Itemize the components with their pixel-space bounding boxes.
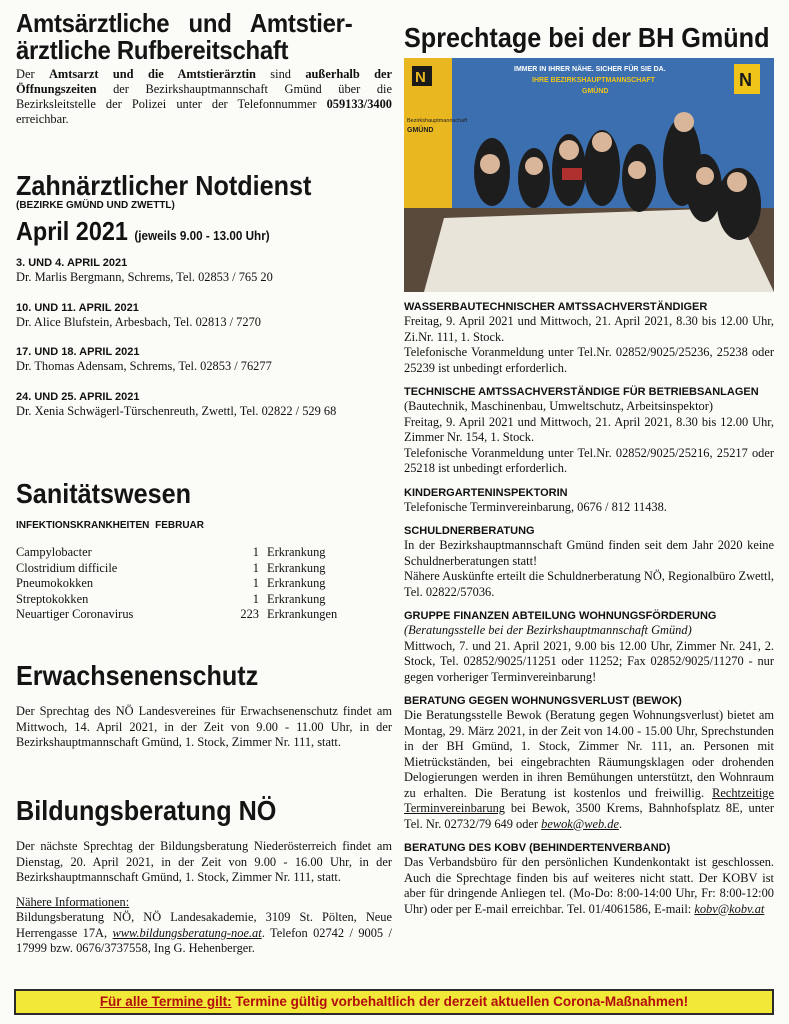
dienst-entry [16,301,392,331]
infektion-row [16,607,337,623]
infektion-unit: Erkrankung [267,560,326,575]
bildungsberatung-title: Bildungsberatung NÖ [16,795,277,826]
kobv-label: BERATUNG DES KOBV (BEHINDERTENVERBAND) [404,842,671,854]
footer-notice-text: Termine gültig vorbehaltlich der derzeit aktuellen Corona-Maßnahmen! [231,994,689,1009]
dienst-doctor: Dr. Thomas Adensam, Schrems, Tel. 02853 / 76277 [16,359,272,373]
svg-text:N: N [415,69,426,86]
infektion-count: 223 [240,607,259,621]
dienst-date: 17. UND 18. APRIL 2021 [16,346,140,358]
bewok-section [404,694,774,832]
infektion-table [16,545,337,623]
bildungsberatung-text: Der nächste Sprechtag der Bildungsberatung Niederösterreich findet am Dienstag, 20. April 2021, in der Zeit von 9.00 - 16.00 Uhr, in der Bezirkshauptmannschaft Gmünd, 1. Stock, Zimmer Nr. 111, statt. [16,839,392,884]
dienst-date: 24. UND 25. APRIL 2021 [16,390,140,403]
dienst-doctor: Dr. Marlis Bergmann, Schrems, Tel. 02853 / 765 20 [16,270,273,284]
zahnarzt-month-heading: April 2021 (jeweils 9.00 - 13.00 Uhr) [16,216,270,246]
kobv-email-link[interactable]: kobv@kobv.at [694,901,765,916]
infektion-count: 1 [252,591,259,606]
infektion-row [16,576,337,592]
sprechtag-entry [404,385,774,477]
dienst-entry [16,345,392,375]
wohnungsfoerderung-text: Mittwoch, 7. und 21. April 2021, 9.00 bis 12.00 Uhr, Zimmer Nr. 241, 2. Stock, Tel. 02852/9025/11251 oder 11252; Fax 02852/9025/11270 - nur gegen vorheriger Terminvereinbarung! [404,638,774,684]
rufbereitschaft-title-line2: ärztliche Rufbereitschaft [16,35,289,65]
more-info-label: Nähere Informationen: [16,894,130,909]
infektion-unit: Erkrankungen [267,607,338,621]
sprechtage-title: Sprechtage bei der BH Gmünd [404,22,770,53]
infektion-count: 1 [252,576,259,590]
infektion-row [16,561,337,577]
sprechtag-text: In der Bezirkshauptmannschaft Gmünd finden seit dem Jahr 2020 keine Schuldnerberatungen statt! Nähere Auskünfte erteilt die Schuldnerberatung NÖ, Regionalbüro Zwettl, Tel. 02822/57036. [404,538,774,599]
kobv-text: Das Verbandsbüro für den persönlichen Kundenkontakt ist geschlossen. Auch die Sprechtage finden bis auf weiteres nicht statt. Der KOBV ist aber für dringende Anliegen tel. (Mo-Do: 8:00-14:00 Uhr, Fr: 8:00-12:00 Uhr) oder per E-mail erreichbar. Tel. 01/4061586, E-mail: kobv@kobv.at [404,855,774,916]
svg-text:IMMER IN IHRER NÄHE. SICHER FÜ: IMMER IN IHRER NÄHE. SICHER FÜR SIE DA. [514,66,666,73]
sprechtag-text: (Bautechnik, Maschinenbau, Umweltschutz, Arbeitsinspektor) Freitag, 9. April 2021 und Mittwoch, 21. April 2021, 8.30 bis 12.00 Uhr, Zimmer Nr. 154, 1. Stock. Telefonische Voranmeldung unter Tel.Nr. 02852/9025/25216, 25217 oder 25218 ist unbedingt erforderlich. [404,399,774,475]
footer-notice-prefix: Für alle Termine gilt: [99,994,232,1009]
sprechtag-label: KINDERGARTENINSPEKTORIN [404,486,568,499]
sprechtage-list [404,300,774,917]
wohnungsfoerderung-label: GRUPPE FINANZEN ABTEILUNG WOHNUNGSFÖRDERUNG [404,610,717,622]
infektion-count: 1 [252,560,259,575]
dienst-date: 10. UND 11. APRIL 2021 [16,301,139,314]
sprechtag-text: Freitag, 9. April 2021 und Mittwoch, 21. April 2021, 8.30 bis 12.00 Uhr, Zi.Nr. 111, 1. Stock. Telefonische Voranmeldung unter Tel.Nr. 02852/9025/25236, 25238 oder 25239 ist unbedingt erforderlich. [404,314,774,375]
zahnarzt-title: Zahnärztlicher Notdienst [16,170,312,201]
sanitaet-subtitle: INFEKTIONSKRANKHEITEN FEBRUAR [16,520,204,531]
zahnarzt-list [16,256,392,419]
infektion-name: Clostridium difficile [16,560,118,575]
infektion-name: Pneumokokken [16,576,94,590]
infektion-row [16,545,337,561]
zahnarzt-section [16,172,392,419]
dienst-entry [16,256,392,286]
bewok-email-link[interactable]: bewok@web.de [541,816,619,831]
rufbereitschaft-text: Der Amtsarzt und die Amtstierärztin sind außerhalb der Öffnungszeiten der Bezirkshauptmannschaft Gmünd über die Bezirksleitstelle der Polizei unter der Telefonnummer 059133/3400 erreichbar. [16,67,393,126]
group-photo [404,58,774,292]
kobv-section [404,841,774,917]
erwachsenenschutz-text: Der Sprechtag des NÖ Landesvereines für Erwachsenenschutz findet am Mittwoch, 14. April 2021, in der Zeit von 9.00 - 11.00 Uhr, in der Bezirkshauptmannschaft Gmünd, 1. Stock, Zimmer Nr. 111, statt. [16,704,392,749]
infektion-name: Neuartiger Coronavirus [16,607,134,621]
sprechtag-entry [404,300,774,376]
erwachsenenschutz-section [16,662,392,751]
infektion-name: Streptokokken [16,591,89,606]
infektion-count: 1 [252,545,259,559]
bewok-label: BERATUNG GEGEN WOHNUNGSVERLUST (BEWOK) [404,695,682,707]
wohnungsfoerderung-subtitle: (Beratungsstelle bei der Bezirkshauptmannschaft Gmünd) [404,623,692,637]
sprechtag-text: Telefonische Terminvereinbarung, 0676 / 812 11438. [404,499,667,514]
sanitaet-section [16,480,392,623]
sprechtag-label: SCHULDNERBERATUNG [404,525,535,537]
bewok-text: Die Beratungsstelle Bewok (Beratung gegen Wohnungsverlust) bietet am Montag, 29. März 2021, in der Zeit von 14.00 - 15.00 Uhr, Sprechstunden in der BH Gmünd, 1. Stock, Zimmer Nr. 111, an. Personen mit Mietrückständen, bei eingebrachten Räumungsklagen oder drohenden Delogierungen werden in ihren Bemühungen unterstützt, den Wohnraum zu erhalten. Die Beratung ist kostenlos und freiwillig. Rechtzeitige Terminvereinbarung bei Bewok, 3500 Krems, Bahnhofsplatz 8E, unter Tel. Nr. 02732/79 649 oder bewok@web.de. [404,708,774,831]
bildungsberatung-section [16,797,392,957]
footer-notice [14,989,774,1015]
dienst-date: 3. UND 4. APRIL 2021 [16,257,128,269]
sprechtag-entry [404,524,774,600]
bildungsberatung-contact: Nähere Informationen: Bildungsberatung NÖ, NÖ Landesakademie, 3109 St. Pölten, Neue Herrengasse 17A, www.bildungsberatung-noe.at. Telefon 02742 / 9005 / 17999 bzw. 0676/3737558, Ing G. Hehenberger. [16,894,392,955]
svg-text:GMÜND: GMÜND [407,127,434,134]
sanitaet-title: Sanitätswesen [16,478,192,509]
infektion-unit: Erkrankung [267,591,326,606]
dienst-doctor: Dr. Alice Blufstein, Arbesbach, Tel. 02813 / 7270 [16,314,261,329]
dienst-doctor: Dr. Xenia Schwägerl-Türschenreuth, Zwettl, Tel. 02822 / 529 68 [16,403,337,418]
sprechtag-entry [404,486,774,516]
bildungsberatung-link[interactable]: www.bildungsberatung-noe.at [112,925,262,940]
sprechtag-label: TECHNISCHE AMTSSACHVERSTÄNDIGE FÜR BETRIEBSANLAGEN [404,386,759,398]
group-photo-image [404,58,774,292]
svg-text:Bezirkshauptmannschaft: Bezirkshauptmannschaft [407,118,468,124]
infektion-unit: Erkrankung [267,576,326,590]
infektion-unit: Erkrankung [267,545,326,559]
svg-text:IHRE BEZIRKSHAUPTMANNSCHAFT: IHRE BEZIRKSHAUPTMANNSCHAFT [532,77,655,84]
wohnungsfoerderung-section [404,609,774,685]
svg-text:GMÜND: GMÜND [582,88,609,95]
infektion-name: Campylobacter [16,545,92,559]
svg-text:N: N [739,70,752,90]
dienst-entry [16,390,392,420]
infektion-row [16,592,337,608]
zahnarzt-subtitle: (BEZIRKE GMÜND UND ZWETTL) [16,200,175,211]
rufbereitschaft-section [16,10,392,127]
sprechtag-label: WASSERBAUTECHNISCHER AMTSSACHVERSTÄNDIGER [404,301,708,313]
rufbereitschaft-title-line1: Amtsärztliche und Amtstier- [16,8,353,38]
erwachsenenschutz-title: Erwachsenenschutz [16,660,259,691]
